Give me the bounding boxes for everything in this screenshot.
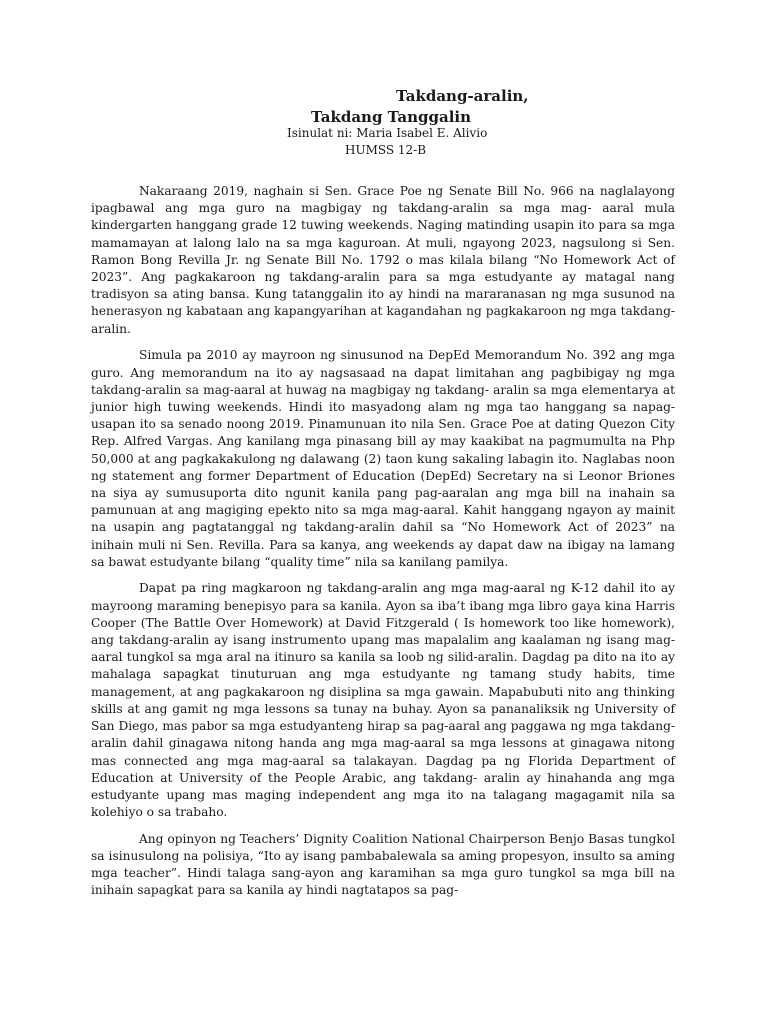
title-line-2: Takdang Tanggalin <box>311 108 472 126</box>
title-line-1: Takdang-aralin, <box>396 87 529 105</box>
author-byline: Isinulat ni: Maria Isabel E. Alivio <box>287 126 488 140</box>
paragraph-4: Ang opinyon ng Teachers’ Dignity Coalition National Chairperson Benjo Basas tungkol sa isinusulong na polisiya, “Ito ay isang pambabalewala sa aming propesyon, insulto sa aming mga teacher”. Hindi talaga sang-ayon ang karamihan sa mga guro tungkol sa mga bill na inihain sapagkat para sa kanila ay hindi nagtatapos sa pag- <box>91 831 675 898</box>
class-section: HUMSS 12-B <box>345 143 427 157</box>
paragraph-1: Nakaraang 2019, naghain si Sen. Grace Poe ng Senate Bill No. 966 na naglalayong ipagbawal ang mga guro na magbigay ng takdang-aralin sa mga mag- aaral mula kindergarten hanggang grade 12 tuwing weekends. Naging matinding usapin ito para sa mga mamamayan at lalong lalo na sa mga kaguroan. At muli, ngayong 2023, nagsulong si Sen. Ramon Bong Revilla Jr. ng Senate Bill No. 1792 o mas kilala bilang “No Homework Act of 2023”. Ang pagkakaroon ng takdang-aralin para sa mga estudyante ay matagal nang tradisyon sa ating bansa. Kung tatanggalin ito ay hindi na mararanasan ng mga susunod na henerasyon ng kabataan ang kapangyarihan at kagandahan ng pagkakaroon ng mga takdang-aralin. <box>91 184 675 336</box>
essay-body <box>91 183 675 909</box>
paragraph-3: Dapat pa ring magkaroon ng takdang-aralin ang mga mag-aaral ng K-12 dahil ito ay mayroong maraming benepisyo para sa kanila. Ayon sa iba’t ibang mga libro gaya kina Harris Cooper (The Battle Over Homework) at David Fitzgerald ( Is homework too like homework), ang takdang-aralin ay isang instrumento upang mas mapalalim ang kaalaman ng isang mag-aaral tungkol sa mga aral na itinuro sa kanila sa loob ng silid-aralin. Dagdag pa dito na ito ay mahalaga sapagkat tinuturuan ang mga estudyante ng tamang study habits, time management, at ang pagkakaroon ng disiplina sa mga gawain. Mapabubuti nito ang thinking skills at ang gamit ng mga lessons sa tunay na buhay. Ayon sa pananaliksik ng University of San Diego, mas pabor sa mga estudyanteng hirap sa pag-aaral ang paggawa ng mga takdang-aralin dahil ginagawa nitong handa ang mga mag-aaral sa mga lessons at ginagawa nitong mas connected ang mga mag-aaral sa talakayan. Dagdag pa ng Florida Department of Education at University of the People Arabic, ang takdang- aralin ay hinahanda ang mga estudyante upang mas maging independent ang mga ito na talagang magagamit nila sa kolehiyo o sa trabaho. <box>91 581 675 820</box>
paragraph-2: Simula pa 2010 ay mayroon ng sinusunod na DepEd Memorandum No. 392 ang mga guro. Ang memorandum na ito ay nagsasaad na dapat limitahan ang pagbibigay ng mga takdang-aralin sa mag-aaral at huwag na magbigay ng takdang- aralin sa mga elementarya at junior high tuwing weekends. Hindi ito masyadong alam ng mga tao hanggang sa napag-usapan ito sa senado noong 2019. Pinamunuan ito nila Sen. Grace Poe at dating Quezon City Rep. Alfred Vargas. Ang kanilang mga pinasang bill ay may kaakibat na pagmumulta na Php 50,000 at ang pagkakakulong ng dalawang (2) taon kung sakaling labagin ito. Naglabas noon ng statement ang former Department of Education (DepEd) Secretary na si Leonor Briones na siya ay sumusuporta dito ngunit kanila pang pag-aaralan ang mga bill na inahain sa pamunuan at ang magiging epekto nito sa mga mag-aaral. Kahit hanggang ngayon ay mainit na usapin ang pagtatanggal ng takdang-aralin dahil sa “No Homework Act of 2023” na inihain muli ni Sen. Revilla. Para sa kanya, ang weekends ay dapat daw na ibigay na lamang sa bawat estudyante bilang “quality time” nila sa kanilang pamilya. <box>91 348 675 569</box>
